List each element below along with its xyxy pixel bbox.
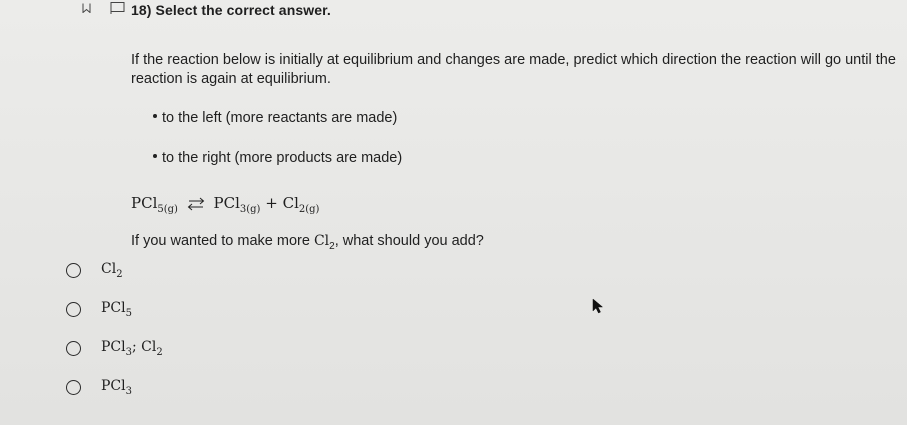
answer-option-pcl5[interactable] bbox=[66, 298, 132, 320]
reactant-formula: PCl bbox=[131, 194, 158, 212]
option-formula: PCl bbox=[101, 299, 126, 316]
option-label bbox=[101, 339, 163, 358]
option-formula: Cl bbox=[101, 260, 117, 277]
flag-icon[interactable] bbox=[110, 2, 125, 14]
option-subscript: 2 bbox=[116, 268, 123, 280]
radio-button[interactable] bbox=[66, 380, 81, 395]
equilibrium-arrow-icon bbox=[186, 196, 206, 212]
answer-option-pcl3-cl2[interactable] bbox=[66, 337, 163, 359]
question-prompt: If the reaction below is initially at equilibrium and changes are made, predict which direction the reaction will go until the reaction is again at equilibrium. bbox=[131, 52, 896, 87]
plus-sign: + bbox=[265, 194, 278, 212]
ask-before-text: If you wanted to make more bbox=[131, 233, 314, 249]
reactant-subscript: 5(g) bbox=[157, 204, 178, 215]
option-subscript: 3 bbox=[125, 346, 132, 358]
option-formula-2: Cl bbox=[141, 338, 157, 355]
direction-right-label: to the right (more products are made) bbox=[162, 150, 403, 166]
product1-formula: PCl bbox=[213, 194, 240, 212]
direction-left-label: to the left (more reactants are made) bbox=[162, 110, 398, 126]
product2-formula: Cl bbox=[282, 194, 299, 212]
question-title: 18) Select the correct answer. bbox=[131, 2, 331, 18]
option-label bbox=[101, 378, 132, 397]
bullet-icon bbox=[153, 154, 157, 158]
option-subscript: 3 bbox=[125, 385, 132, 397]
ask-after-text: , what should you add? bbox=[334, 233, 484, 249]
option-label bbox=[101, 300, 132, 319]
direction-right-item bbox=[153, 150, 402, 166]
direction-left-item bbox=[153, 110, 397, 126]
ask-species: Cl bbox=[313, 233, 330, 249]
mouse-pointer-icon bbox=[592, 298, 604, 314]
option-formula: PCl bbox=[101, 377, 126, 394]
answer-option-pcl3[interactable] bbox=[66, 376, 132, 398]
option-separator: ; bbox=[131, 338, 142, 355]
answer-option-cl2[interactable] bbox=[66, 259, 123, 281]
question-ask bbox=[131, 233, 484, 252]
option-subscript: 5 bbox=[125, 307, 132, 319]
option-formula: PCl bbox=[101, 338, 126, 355]
chemical-equation bbox=[131, 194, 319, 215]
ask-species-subscript: 2 bbox=[329, 240, 335, 252]
product2-subscript: 2(g) bbox=[298, 204, 320, 215]
radio-button[interactable] bbox=[66, 263, 81, 278]
bullet-icon bbox=[153, 114, 157, 118]
radio-button[interactable] bbox=[66, 302, 81, 317]
option-subscript-2: 2 bbox=[156, 346, 163, 358]
option-label bbox=[101, 261, 123, 280]
bookmark-icon[interactable] bbox=[82, 3, 91, 13]
radio-button[interactable] bbox=[66, 341, 81, 356]
product1-subscript: 3(g) bbox=[239, 204, 261, 215]
